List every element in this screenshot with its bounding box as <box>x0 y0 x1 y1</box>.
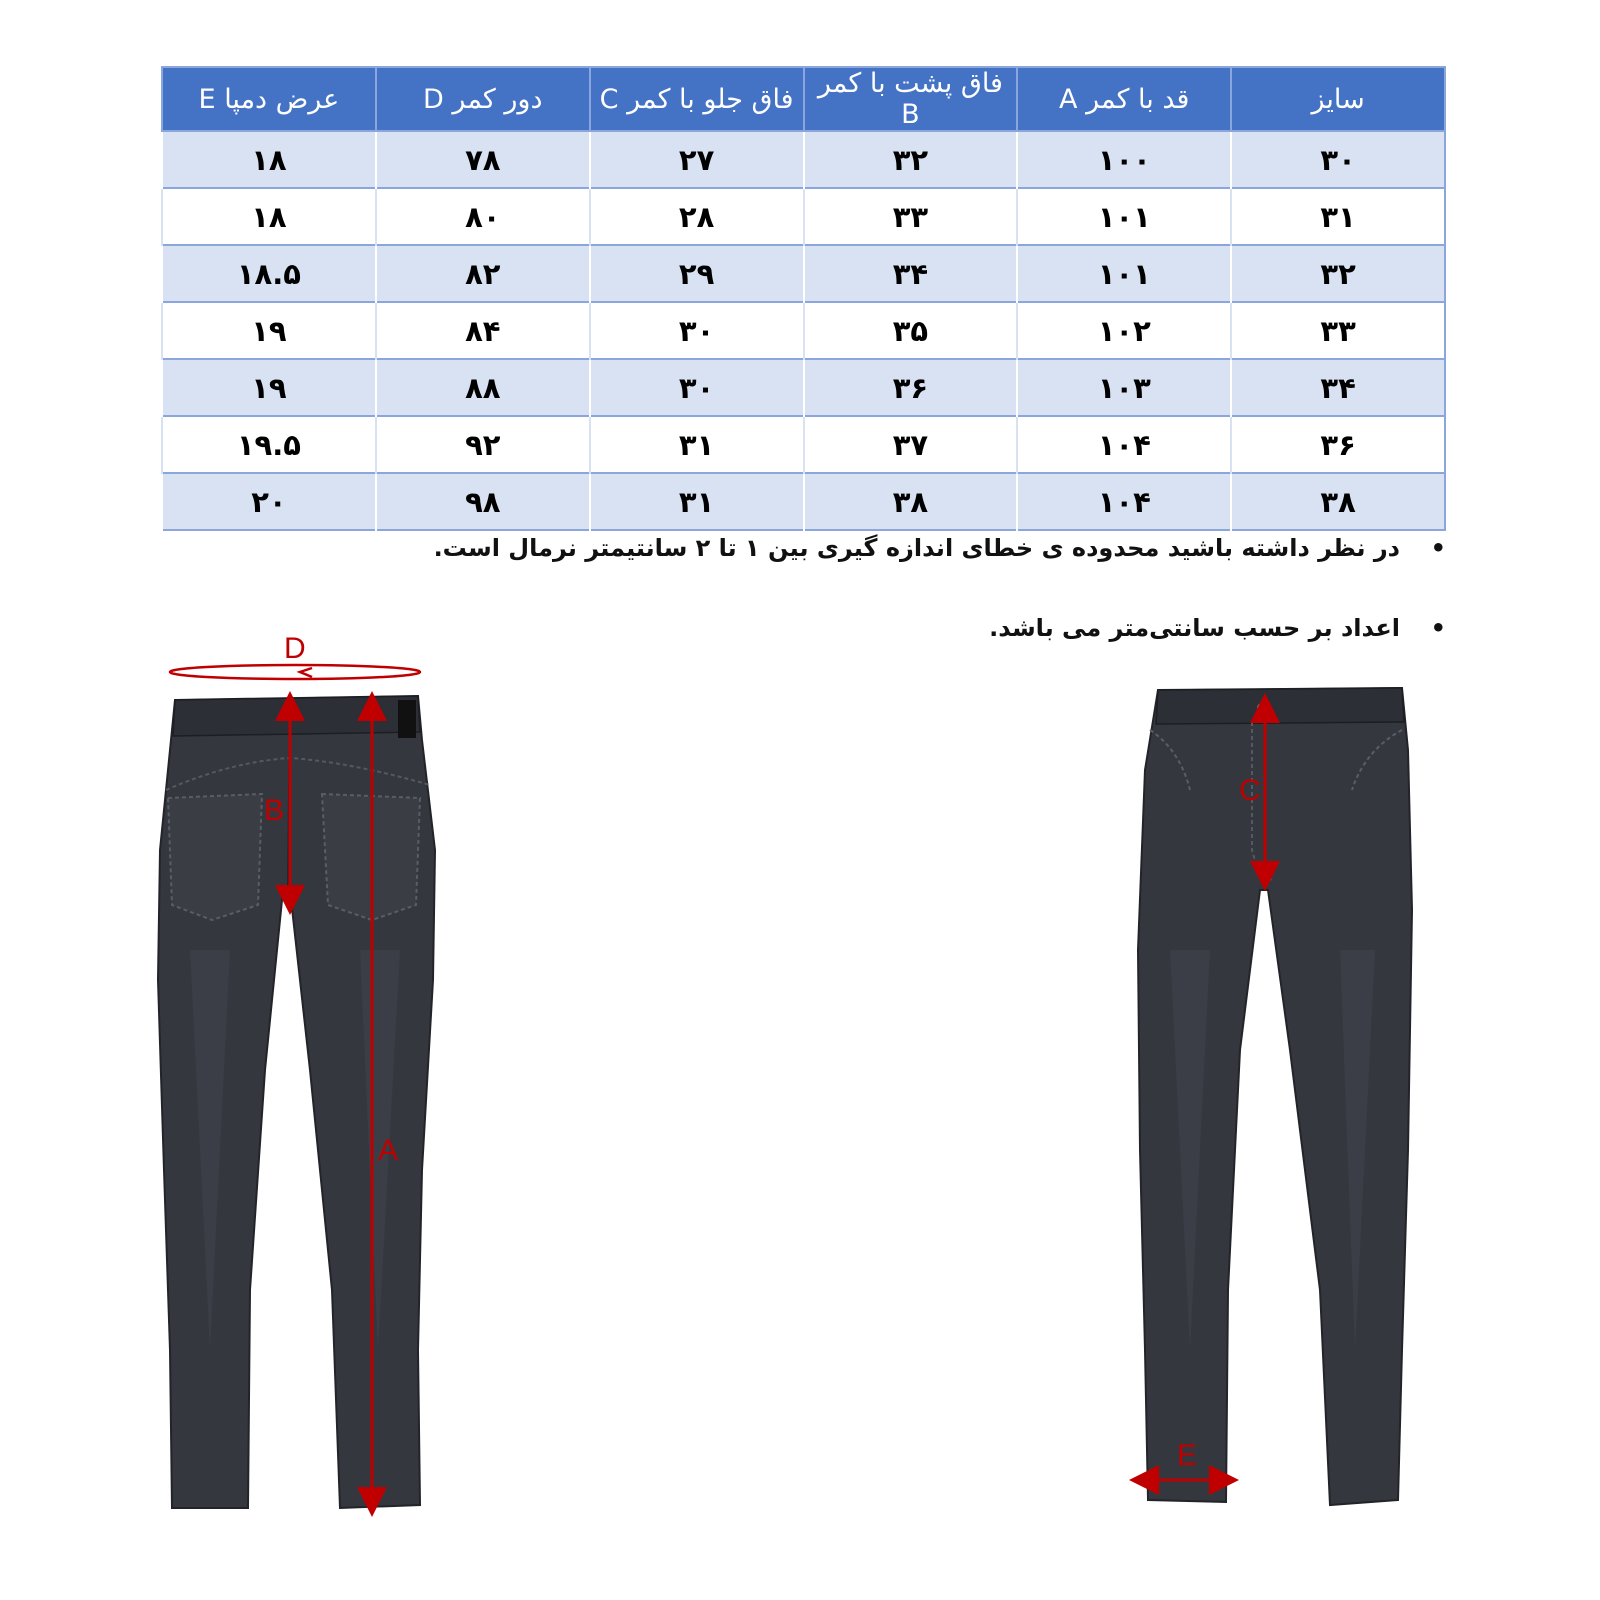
table-header-row <box>162 67 1445 131</box>
table-cell: ۹۸ <box>376 473 590 530</box>
label-a: A <box>378 1134 399 1167</box>
jeans-front-svg <box>1140 650 1450 1550</box>
table-cell: ۳۰ <box>590 302 804 359</box>
table-cell: ۳۰ <box>590 359 804 416</box>
table-cell: ۲۸ <box>590 188 804 245</box>
table-cell: ۱۰۲ <box>1017 302 1231 359</box>
table-cell: ۳۵ <box>804 302 1018 359</box>
jeans-back-svg <box>150 632 460 1550</box>
label-c: C <box>1239 774 1261 807</box>
table-cell: ۸۴ <box>376 302 590 359</box>
table-cell: ۸۰ <box>376 188 590 245</box>
table-cell: ۱۰۱ <box>1017 245 1231 302</box>
table-cell: ۸۲ <box>376 245 590 302</box>
table-cell: ۳۶ <box>804 359 1018 416</box>
header-hem-e: عرض دمپا E <box>162 67 376 131</box>
table-cell: ۳۴ <box>1231 359 1445 416</box>
table-cell: ۸۸ <box>376 359 590 416</box>
table-row <box>162 188 1445 245</box>
table-cell: ۱۸.۵ <box>162 245 376 302</box>
table-row <box>162 416 1445 473</box>
header-waist-d: دور کمر D <box>376 67 590 131</box>
table-cell: ۲۰ <box>162 473 376 530</box>
table-cell: ۱۸ <box>162 188 376 245</box>
note-measurement-error <box>300 530 1446 610</box>
table-cell: ۹۲ <box>376 416 590 473</box>
header-back-rise-b: فاق پشت با کمر B <box>804 67 1018 131</box>
size-table <box>161 66 1446 531</box>
waistband <box>1156 688 1404 724</box>
table-cell: ۳۱ <box>590 416 804 473</box>
table-cell: ۲۹ <box>590 245 804 302</box>
jeans-back-diagram <box>150 632 460 1550</box>
table-row <box>162 359 1445 416</box>
note-text: اعداد بر حسب سانتی‌متر می باشد. <box>989 614 1400 642</box>
table-cell: ۳۱ <box>590 473 804 530</box>
header-size: سایز <box>1231 67 1445 131</box>
table-cell: ۳۴ <box>804 245 1018 302</box>
note-text: در نظر داشته باشید محدوده ی خطای اندازه گیری بین ۱ تا ۲ سانتیمتر نرمال است. <box>433 534 1400 562</box>
label-b: B <box>264 794 285 827</box>
table-row <box>162 473 1445 530</box>
back-pocket-left <box>168 794 262 920</box>
waistband <box>173 696 420 736</box>
label-d: D <box>284 632 306 665</box>
table-cell: ۳۷ <box>804 416 1018 473</box>
table-cell: ۳۲ <box>1231 245 1445 302</box>
table-cell: ۳۰ <box>1231 131 1445 188</box>
table-cell: ۳۱ <box>1231 188 1445 245</box>
table-cell: ۱۰۳ <box>1017 359 1231 416</box>
table-cell: ۱۰۴ <box>1017 473 1231 530</box>
table-cell: ۱۰۱ <box>1017 188 1231 245</box>
table-cell: ۱۹ <box>162 359 376 416</box>
header-front-rise-c: فاق جلو با کمر C <box>590 67 804 131</box>
table-cell: ۱۰۴ <box>1017 416 1231 473</box>
jeans-front-diagram <box>1140 650 1450 1550</box>
table-cell: ۱۹ <box>162 302 376 359</box>
table-cell: ۳۲ <box>804 131 1018 188</box>
table-cell: ۱۸ <box>162 131 376 188</box>
bullet-icon: • <box>1430 614 1446 642</box>
table-cell: ۳۸ <box>1231 473 1445 530</box>
table-row <box>162 245 1445 302</box>
bullet-icon: • <box>1430 534 1446 562</box>
table-cell: ۳۳ <box>804 188 1018 245</box>
table-cell: ۳۳ <box>1231 302 1445 359</box>
waist-measure-ring <box>170 665 420 679</box>
table-cell: ۷۸ <box>376 131 590 188</box>
table-cell: ۱۹.۵ <box>162 416 376 473</box>
table-cell: ۳۸ <box>804 473 1018 530</box>
table-cell: ۳۶ <box>1231 416 1445 473</box>
label-e: E <box>1177 1439 1198 1472</box>
table-row <box>162 131 1445 188</box>
header-length-a: قد با کمر A <box>1017 67 1231 131</box>
label-patch <box>398 700 416 738</box>
table-cell: ۱۰۰ <box>1017 131 1231 188</box>
table-row <box>162 302 1445 359</box>
table-cell: ۲۷ <box>590 131 804 188</box>
